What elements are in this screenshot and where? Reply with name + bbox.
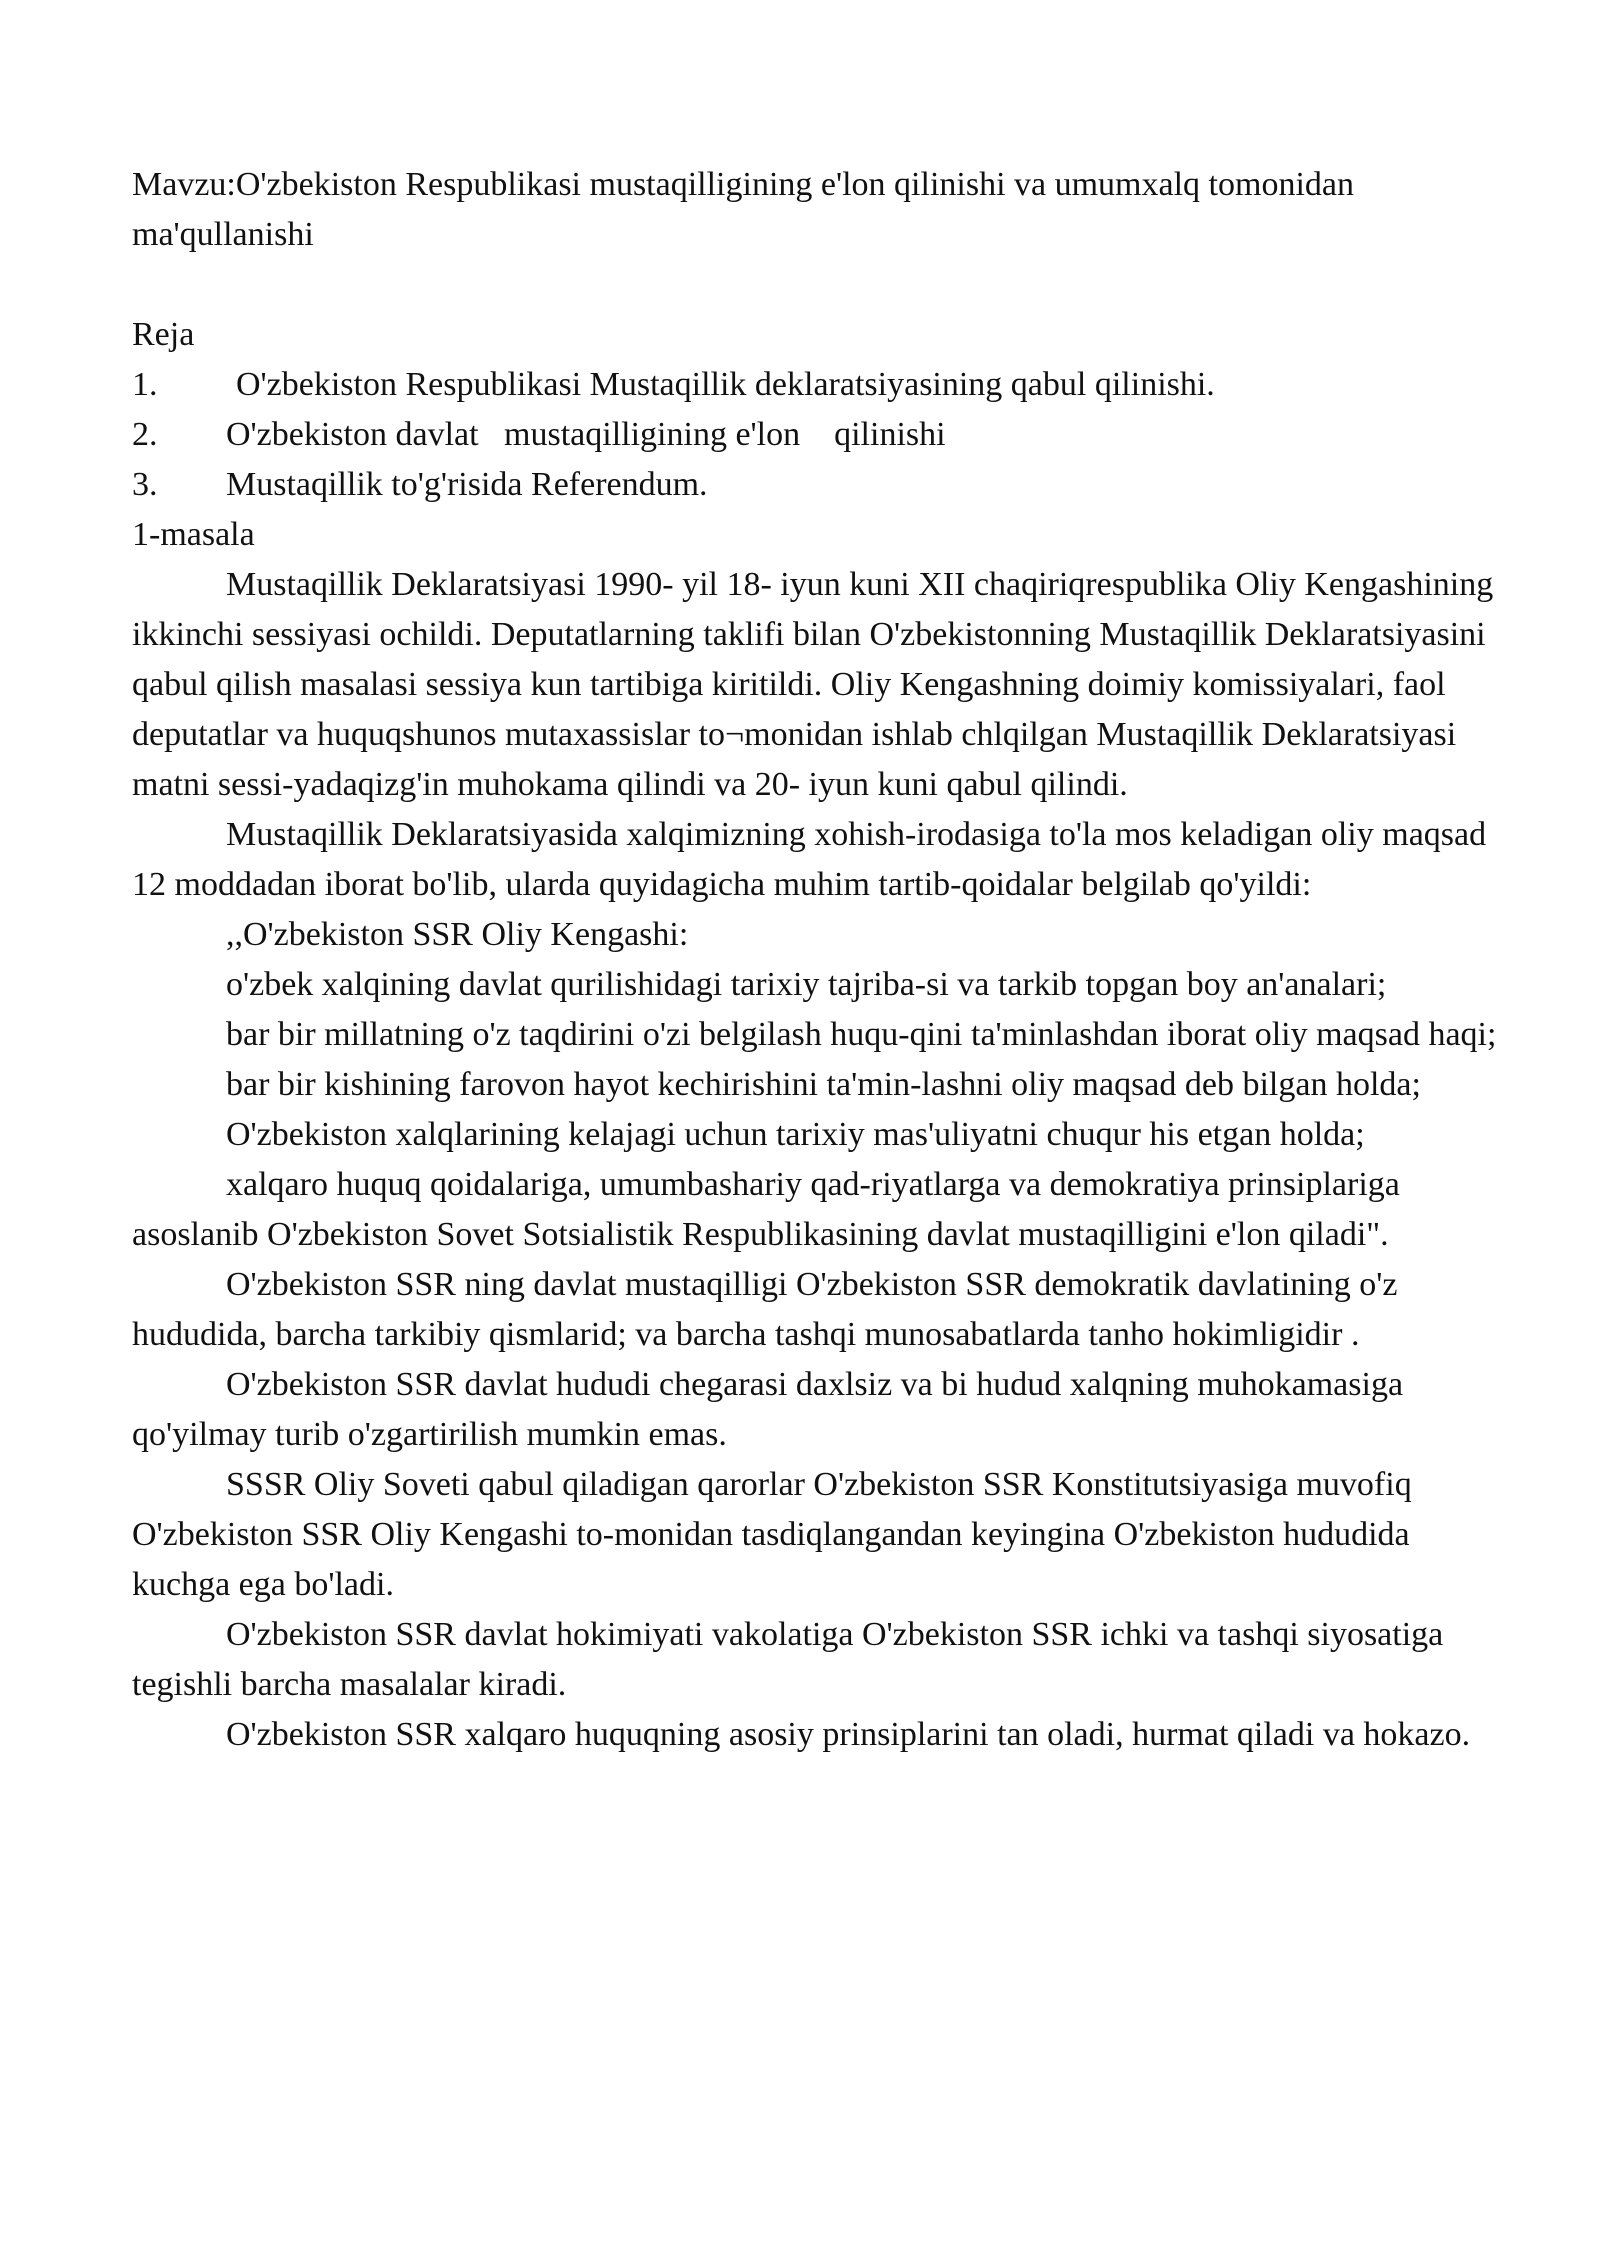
body-paragraph: O'zbekiston SSR davlat hokimiyati vakolatiga O'zbekiston SSR ichki va tashqi siyosatiga tegishli barcha masalalar kiradi. [132,1616,1444,1703]
body-paragraph: o'zbek xalqining davlat qurilishidagi tarixiy tajriba-si va tarkib topgan boy an'analari; [226,966,1387,1003]
body-paragraph: Mustaqillik Deklaratsiyasida xalqimizning xohish-irodasiga to'la mos keladigan oliy maqsad 12 moddadan iborat bo'lib, ularda quyidagicha muhim tartib-qoidalar belgilab qo'yildi: [132,816,1487,903]
plan-item [132,360,1512,410]
plan-item-number: 1. [132,366,158,403]
plan-item-number: 2. [132,416,158,453]
document-page [132,160,1512,1760]
plan-item [132,460,1512,510]
body-paragraph: bar bir kishining farovon hayot kechirishini ta'min-lashni oliy maqsad deb bilgan holda; [226,1066,1421,1103]
body-paragraph: SSSR Oliy Soveti qabul qiladigan qarorlar O'zbekiston SSR Konstitutsiyasiga muvofiq O'zbekiston SSR Oliy Kengashi to-monidan tasdiqlangandan keyingina O'zbekiston hududida kuchga ega bo'ladi. [132,1466,1412,1603]
plan-list [132,360,1512,510]
plan-item-text: O'zbekiston davlat mustaqilligining e'lon qilinishi [226,416,946,453]
plan-item-number: 3. [132,466,158,503]
body-paragraph: O'zbekiston SSR ning davlat mustaqilligi O'zbekiston SSR demokratik davlatining o'z hududida, barcha tarkibiy qismlarid; va barcha tashqi munosabatlarda tanho hokimligidir . [132,1266,1398,1353]
plan-heading: Reja [132,316,195,353]
body-paragraph: Mustaqillik Deklaratsiyasi 1990- yil 18- iyun kuni XII chaqiriqrespublika Oliy Kengashining ikkinchi sessiyasi ochildi. Deputatlarning taklifi bilan O'zbekistonning Mustaqillik Deklaratsiyasini qabul qilish masalasi sessiya kun tartibiga kiritildi. Oliy Kengashning doimiy komissiyalari, faol deputatlar va huquqshunos mutaxassislar to¬monidan ishlab chlqilgan Mustaqillik Deklaratsiyasi matni sessi-yadaqizg'in muhokama qilindi va 20- iyun kuni qabul qilindi. [132,566,1494,803]
section-heading: 1-masala [132,516,255,553]
body-paragraph: O'zbekiston SSR davlat hududi chegarasi daxlsiz va bi hudud xalqning muhokamasiga qo'yilmay turib o'zgartirilish mumkin emas. [132,1366,1404,1453]
body-paragraph: bar bir millatning o'z taqdirini o'zi belgilash huqu-qini ta'minlashdan iborat oliy maqsad haqi; [226,1016,1497,1053]
body-paragraph: O'zbekiston xalqlarining kelajagi uchun tarixiy mas'uliyatni chuqur his etgan holda; [226,1116,1365,1153]
plan-item-text: O'zbekiston Respublikasi Mustaqillik deklaratsiyasining qabul qilinishi. [236,366,1215,403]
plan-item [132,410,1512,460]
body-paragraph: O'zbekiston SSR xalqaro huquqning asosiy prinsiplarini tan oladi, hurmat qiladi va hokazo. [226,1716,1471,1753]
body-paragraph: ,,O'zbekiston SSR Oliy Kengashi: [226,916,689,953]
plan-item-text: Mustaqillik to'g'risida Referendum. [226,466,708,503]
body-paragraph: xalqaro huquq qoidalariga, umumbashariy qad-riyatlarga va demokratiya prinsiplariga asoslanib O'zbekiston Sovet Sotsialistik Respublikasining davlat mustaqilligini e'lon qiladi". [132,1166,1400,1253]
document-title: Mavzu:O'zbekiston Respublikasi mustaqilligining e'lon qilinishi va umumxalq tomonidan ma'qullanishi [132,166,1354,253]
